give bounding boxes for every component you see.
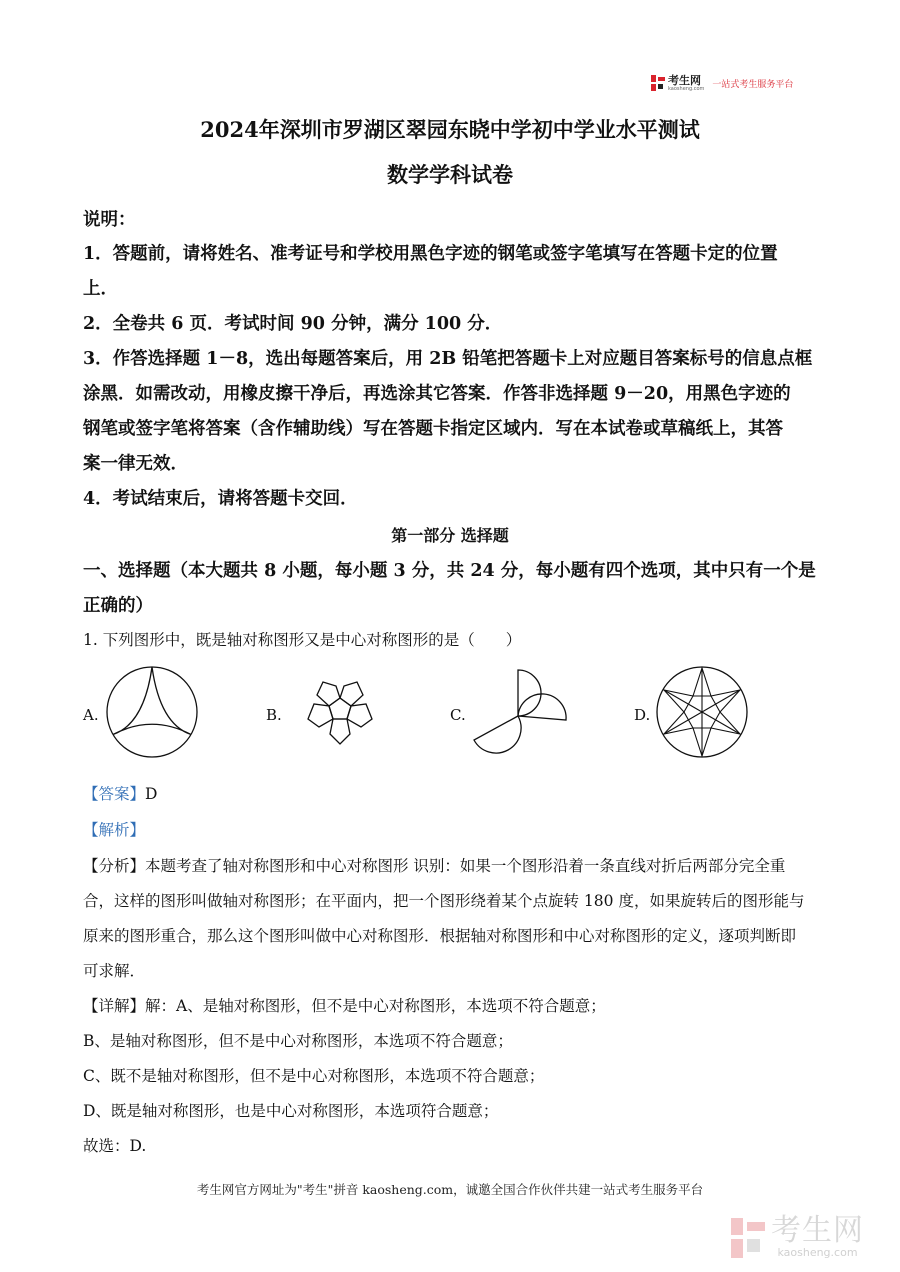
instructions-heading: 说明： — [83, 210, 136, 230]
detail-line2: B、是轴对称图形，但不是中心对称图形，本选项不符合题意； — [83, 1032, 513, 1050]
fenxi-line1: 【分析】本题考查了轴对称图形和中心对称图形 识别：如果一个图形沿着一条直线对折后两部分完全重 — [83, 857, 786, 875]
answer-line — [83, 782, 157, 804]
instruction-3-line4: 案一律无效． — [83, 454, 188, 474]
kaosheng-logo-icon — [651, 75, 665, 91]
instruction-3-line3: 钢笔或签字笔将答案（含作辅助线）写在答题卡指定区域内．写在本试卷或草稿纸上，其答 — [83, 419, 783, 439]
exam-title: 2024年深圳市罗湖区翠园东晓中学初中学业水平测试 — [200, 117, 700, 142]
section-line1: 一、选择题（本大题共 8 小题，每小题 3 分，共 24 分，每小题有四个选项，其中只有一个是 — [83, 561, 816, 581]
option-b-figure — [286, 664, 394, 772]
option-b-label: B. — [266, 706, 282, 724]
watermark-name: 考生网 — [771, 1213, 864, 1248]
conclusion-line: 故选：D. — [83, 1137, 147, 1155]
detail-line4: D、既是轴对称图形，也是中心对称图形，本选项符合题意； — [83, 1102, 499, 1120]
instruction-2: 2．全卷共 6 页．考试时间 90 分钟，满分 100 分． — [83, 314, 503, 334]
option-a-figure — [104, 664, 200, 760]
option-d-figure — [654, 664, 750, 760]
brand-logo — [651, 72, 793, 94]
watermark-domain: kaosheng.com — [777, 1246, 858, 1259]
brand-domain: kaosheng.com — [668, 85, 705, 92]
fenxi-line2: 合，这样的图形叫做轴对称图形；在平面内，把一个图形绕着某个点旋转 180 度，如果旋转后的图形能与 — [83, 892, 805, 910]
watermark — [731, 1213, 864, 1259]
analysis-tag: 【解析】 — [83, 821, 146, 839]
page-footer: 考生网官方网址为"考生"拼音 kaosheng.com，诚邀全国合作伙伴共建一站式考生服务平台 — [196, 1182, 704, 1197]
instruction-3-line1: 3．作答选择题 1－8，选出每题答案后，用 2B 铅笔把答题卡上对应题目答案标号的信息点框 — [83, 349, 813, 369]
instruction-4: 4．考试结束后，请将答题卡交回． — [83, 489, 358, 509]
watermark-logo-icon — [731, 1218, 765, 1258]
part1-heading: 第一部分 选择题 — [391, 526, 509, 545]
instruction-3-line2: 涂黑．如需改动，用橡皮擦干净后，再选涂其它答案．作答非选择题 9－20，用黑色字迹的 — [83, 384, 791, 404]
instruction-1-line2: 上． — [83, 279, 118, 299]
instruction-1-line1: 1．答题前，请将姓名、准考证号和学校用黑色字迹的钢笔或签字笔填写在答题卡定的位置 — [83, 244, 778, 264]
option-d-label: D. — [634, 706, 651, 724]
detail-line1: 【详解】解：A、是轴对称图形，但不是中心对称图形，本选项不符合题意； — [83, 997, 606, 1015]
brand-name: 考生网 — [668, 73, 701, 87]
option-a-label: A. — [83, 706, 99, 724]
detail-line3: C、既不是轴对称图形，但不是中心对称图形，本选项不符合题意； — [83, 1067, 545, 1085]
fenxi-line4: 可求解． — [83, 962, 146, 980]
section-line2: 正确的） — [83, 596, 153, 616]
brand-slogan: 一站式考生服务平台 — [712, 79, 794, 90]
option-c-figure — [468, 664, 572, 764]
fenxi-line3: 原来的图形重合，那么这个图形叫做中心对称图形．根据轴对称图形和中心对称图形的定义，逐项判断即 — [83, 927, 797, 945]
option-c-label: C. — [450, 706, 466, 724]
answer-value: D — [145, 785, 158, 803]
question-1-stem: 1. 下列图形中，既是轴对称图形又是中心对称图形的是（ ） — [83, 631, 522, 649]
exam-subtitle: 数学学科试卷 — [387, 162, 513, 187]
answer-tag: 【答案】 — [83, 785, 146, 803]
